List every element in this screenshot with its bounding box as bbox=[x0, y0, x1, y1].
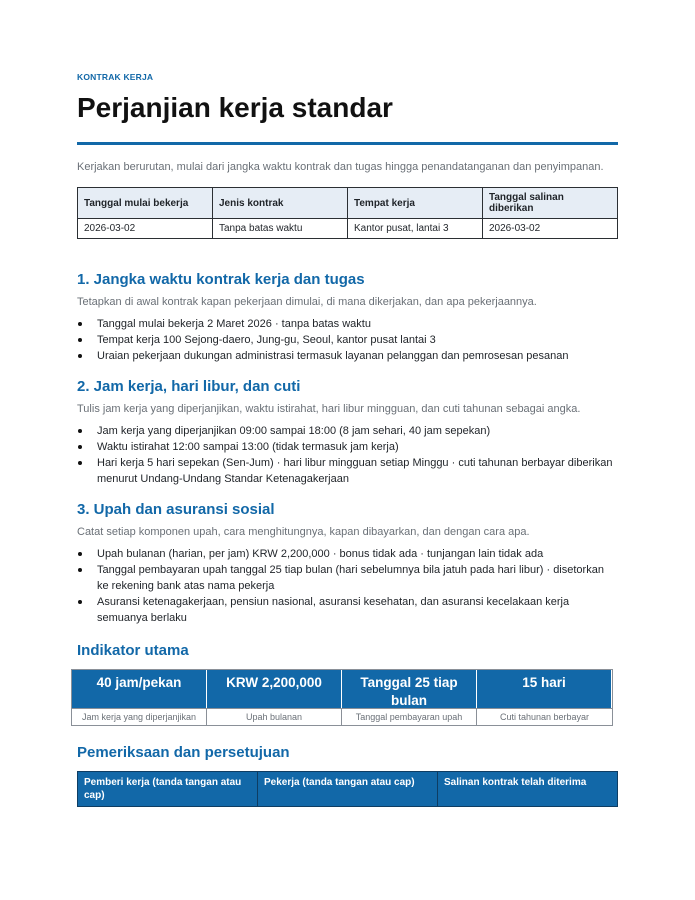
contract-summary-table bbox=[77, 187, 618, 239]
section-key-indicators bbox=[77, 642, 618, 726]
indicators-title: Indikator utama bbox=[77, 642, 189, 659]
indicator-value-working-hours: 40 jam/pekan bbox=[72, 670, 207, 708]
section-title: 1. Jangka waktu kontrak kerja dan tugas bbox=[77, 271, 365, 288]
indicator-value-monthly-wage: KRW 2,200,000 bbox=[207, 670, 342, 708]
signature-worker-cell: Pekerja (tanda tangan atau cap) bbox=[258, 772, 438, 807]
summary-value-workplace: Kantor pusat, lantai 3 bbox=[348, 219, 483, 239]
summary-header-row bbox=[78, 188, 618, 219]
indicator-grid bbox=[71, 669, 613, 726]
signature-header-row bbox=[78, 772, 618, 807]
signature-copy-received-cell: Salinan kontrak telah diterima bbox=[438, 772, 618, 807]
signature-table bbox=[77, 771, 618, 807]
approval-title: Pemeriksaan dan persetujuan bbox=[77, 744, 290, 761]
section-approval bbox=[77, 744, 618, 807]
indicator-label-working-hours: Jam kerja yang diperjanjikan bbox=[72, 708, 207, 725]
summary-header-copy-date: Tanggal salinan diberikan bbox=[483, 188, 618, 219]
indicator-value-annual-leave: 15 hari bbox=[477, 670, 612, 708]
document-title: Perjanjian kerja standar bbox=[77, 92, 393, 123]
section-bullet-list bbox=[77, 316, 618, 364]
indicator-label-pay-date: Tanggal pembayaran upah bbox=[342, 708, 477, 725]
section-contract-term bbox=[77, 271, 618, 364]
list-item: Upah bulanan (harian, per jam) KRW 2,200,000 · bonus tidak ada · tunjangan lain tidak ada bbox=[77, 546, 618, 562]
section-bullet-list bbox=[77, 423, 618, 487]
summary-header-contract-type: Jenis kontrak bbox=[213, 188, 348, 219]
list-item: Tanggal mulai bekerja 2 Maret 2026 · tanpa batas waktu bbox=[77, 316, 618, 332]
summary-header-start-date: Tanggal mulai bekerja bbox=[78, 188, 213, 219]
list-item: Jam kerja yang diperjanjikan 09:00 sampai 18:00 (8 jam sehari, 40 jam sepekan) bbox=[77, 423, 618, 439]
section-title: 2. Jam kerja, hari libur, dan cuti bbox=[77, 378, 301, 395]
list-item: Tanggal pembayaran upah tanggal 25 tiap bulan (hari sebelumnya bila jatuh pada hari libur) · disetorkan ke rekening bank atas nama pekerja bbox=[77, 562, 618, 594]
indicator-label-annual-leave: Cuti tahunan berbayar bbox=[477, 708, 612, 725]
section-description: Catat setiap komponen upah, cara menghitungnya, kapan dibayarkan, dan dengan cara apa. bbox=[77, 526, 530, 538]
section-wages-insurance bbox=[77, 501, 618, 626]
indicator-label-monthly-wage: Upah bulanan bbox=[207, 708, 342, 725]
summary-header-workplace: Tempat kerja bbox=[348, 188, 483, 219]
list-item: Uraian pekerjaan dukungan administrasi termasuk layanan pelanggan dan pemrosesan pesanan bbox=[77, 348, 618, 364]
list-item: Hari kerja 5 hari sepekan (Sen-Jum) · hari libur mingguan setiap Minggu · cuti tahunan berbayar diberikan menurut Undang-Undang Standar Ketenagakerjaan bbox=[77, 455, 618, 487]
section-bullet-list bbox=[77, 546, 618, 626]
list-item: Tempat kerja 100 Sejong-daero, Jung-gu, Seoul, kantor pusat lantai 3 bbox=[77, 332, 618, 348]
section-description: Tetapkan di awal kontrak kapan pekerjaan dimulai, di mana dikerjakan, dan apa pekerjaannya. bbox=[77, 296, 537, 308]
signature-employer-cell: Pemberi kerja (tanda tangan atau cap) bbox=[78, 772, 258, 807]
section-description: Tulis jam kerja yang diperjanjikan, waktu istirahat, hari libur mingguan, dan cuti tahunan sebagai angka. bbox=[77, 403, 581, 415]
section-title: 3. Upah dan asuransi sosial bbox=[77, 501, 275, 518]
summary-value-copy-date: 2026-03-02 bbox=[483, 219, 618, 239]
indicator-value-pay-date: Tanggal 25 tiap bulan bbox=[342, 670, 477, 708]
list-item: Asuransi ketenagakerjaan, pensiun nasional, asuransi kesehatan, dan asuransi kecelakaan kerja semuanya berlaku bbox=[77, 594, 618, 626]
title-divider bbox=[77, 142, 618, 145]
document-kicker: KONTRAK KERJA bbox=[77, 72, 154, 82]
document-intro: Kerjakan berurutan, mulai dari jangka waktu kontrak dan tugas hingga penandatanganan dan penyimpanan. bbox=[77, 161, 604, 173]
summary-value-row bbox=[78, 219, 618, 239]
list-item: Waktu istirahat 12:00 sampai 13:00 (tidak termasuk jam kerja) bbox=[77, 439, 618, 455]
summary-value-start-date: 2026-03-02 bbox=[78, 219, 213, 239]
summary-value-contract-type: Tanpa batas waktu bbox=[213, 219, 348, 239]
section-working-hours bbox=[77, 378, 618, 487]
